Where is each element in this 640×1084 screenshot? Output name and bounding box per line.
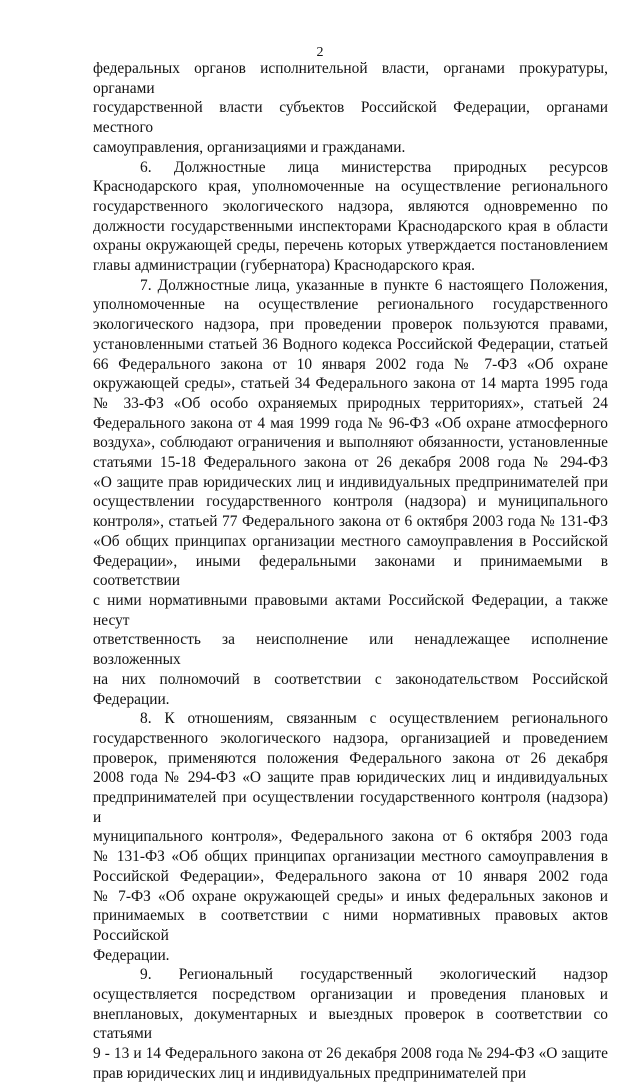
text-line: окружающей среды», статьей 34 Федерального закона от 14 марта 1995 года [93, 375, 608, 393]
text-line: прав юридических лиц и индивидуальных предпринимателей при [93, 1064, 527, 1082]
text-line: принимаемых в соответствии с ними нормативных правовых актов Российской [93, 907, 608, 944]
text-line: 8. К отношениям, связанным с осуществлением регионального [140, 710, 608, 728]
text-line: государственного экологического надзора, являются одновременно по [93, 197, 608, 215]
text-line: Федерации. [93, 946, 170, 964]
text-line: Федерации», иными федеральными законами и принимаемыми в соответствии [93, 552, 608, 590]
text-line: государственной власти субъектов Российской Федерации, органами местного [93, 99, 608, 137]
text-line: Федерации. [93, 690, 170, 708]
text-line: внеплановых, документарных и выездных проверок в соответствии со статьями [93, 1005, 608, 1043]
text-line: осуществляется посредством организации и проведения плановых и [93, 986, 608, 1004]
paragraph-p7 [93, 276, 608, 709]
text-line: № 131-ФЗ «Об общих принципах организации местного самоуправления в [93, 848, 608, 866]
text-line: Краснодарского края, уполномоченные на осуществление регионального [93, 178, 608, 196]
text-line: № 7-ФЗ «Об охране окружающей среды» и иных федеральных законов и [93, 887, 608, 905]
text-line: № 33-ФЗ «Об особо охраняемых природных территориях», статьей 24 [93, 394, 608, 412]
text-line: установленными статьей 36 Водного кодекса Российской Федерации, статьей [93, 335, 608, 353]
text-line: экологического надзора, при проведении проверок пользуются правами, [93, 316, 608, 334]
text-line: федеральных органов исполнительной власти, органами прокуратуры, органами [93, 60, 608, 97]
document-body [93, 59, 608, 1084]
text-line: Российской Федерации», Федерального закона от 10 января 2002 года [93, 867, 608, 885]
text-line: муниципального контроля», Федерального закона от 6 октября 2003 года [93, 828, 608, 846]
text-line: с ними нормативными правовыми актами Российской Федерации, а также несут [93, 591, 608, 629]
text-line: самоуправления, организациями и гражданами. [93, 138, 406, 156]
text-line: 7. Должностные лица, указанные в пункте 6 настоящего Положения, [140, 276, 608, 294]
text-line: воздуха», соблюдают ограничения и выполняют обязанности, установленные [93, 434, 608, 452]
page-number: 2 [316, 45, 324, 60]
text-line: государственного экологического надзора, организацией и проведением [93, 729, 608, 747]
text-line: контроля», статьей 77 Федерального закона от 6 октября 2003 года № 131-ФЗ [93, 513, 608, 531]
text-line: «О защите прав юридических лиц и индивидуальных предпринимателей при [93, 473, 608, 491]
text-line: должности государственными инспекторами Краснодарского края в области [93, 217, 608, 235]
text-line: 6. Должностные лица министерства природных ресурсов [140, 158, 608, 176]
text-line: Федерального закона от 4 мая 1999 года № 96-ФЗ «Об охране атмосферного [93, 414, 608, 432]
text-line: на них полномочий в соответствии с законодательством Российской [93, 670, 608, 688]
text-line: главы администрации (губернатора) Краснодарского края. [93, 257, 475, 275]
text-line: 66 Федерального закона от 10 января 2002 года № 7-ФЗ «Об охране [93, 355, 608, 373]
paragraph-p8 [93, 709, 608, 965]
text-line: 9. Региональный государственный экологический надзор [140, 966, 608, 984]
paragraph-p9 [93, 965, 608, 1083]
text-line: 9 - 13 и 14 Федерального закона от 26 декабря 2008 года № 294-ФЗ «О защите [93, 1045, 608, 1063]
text-line: 2008 года № 294-ФЗ «О защите прав юридических лиц и индивидуальных [93, 769, 608, 787]
text-line: предпринимателей при осуществлении государственного контроля (надзора) и [93, 789, 608, 826]
text-line: «Об общих принципах организации местного самоуправления в Российской [93, 532, 608, 550]
paragraph-p-continued [93, 59, 608, 158]
paragraph-p6 [93, 158, 608, 276]
text-line: осуществлении государственного контроля (надзора) и муниципального [93, 493, 608, 511]
text-line: статьями 15-18 Федерального закона от 26 декабря 2008 года № 294-ФЗ [93, 454, 608, 472]
text-line: охраны окружающей среды, перечень которых утверждается постановлением [93, 237, 608, 255]
text-line: проверок, применяются положения Федерального закона от 26 декабря [93, 749, 608, 767]
text-line: уполномоченные на осуществление регионального государственного [93, 296, 608, 314]
text-line: ответственность за неисполнение или ненадлежащее исполнение возложенных [93, 631, 608, 669]
